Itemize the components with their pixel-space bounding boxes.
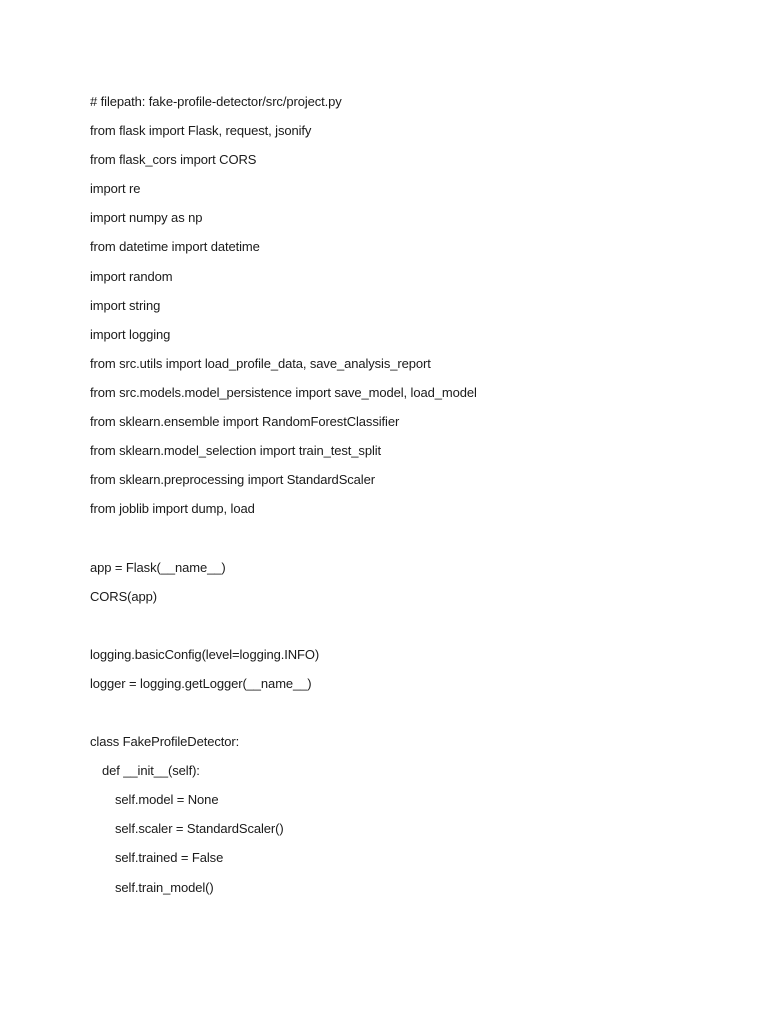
code-line: app = Flask(__name__) — [90, 559, 226, 575]
code-line: self.model = None — [115, 792, 219, 808]
code-line: from src.utils import load_profile_data, save_analysis_report — [90, 355, 431, 371]
blank-line — [90, 703, 730, 732]
code-line: import re — [90, 181, 141, 197]
code-line: CORS(app) — [90, 588, 158, 604]
code-line: import string — [90, 297, 161, 313]
code-line: from src.models.model_persistence import save_model, load_model — [90, 384, 477, 400]
code-line: self.train_model() — [115, 879, 214, 895]
code-line: import numpy as np — [90, 210, 203, 226]
code-line: from joblib import dump, load — [90, 501, 255, 517]
code-line: logger = logging.getLogger(__name__) — [90, 675, 312, 691]
code-line: from sklearn.preprocessing import StandardScaler — [90, 472, 375, 488]
code-line: import logging — [90, 326, 171, 342]
code-line: self.trained = False — [115, 850, 224, 866]
blank-line — [90, 528, 730, 557]
code-line: class FakeProfileDetector: — [90, 734, 240, 750]
code-line: from sklearn.model_selection import train_test_split — [90, 443, 382, 459]
code-line: import random — [90, 268, 173, 284]
code-line: from sklearn.ensemble import RandomForestClassifier — [90, 414, 400, 430]
code-line: logging.basicConfig(level=logging.INFO) — [90, 646, 320, 662]
code-line: from flask_cors import CORS — [90, 152, 257, 168]
code-text-block — [90, 92, 730, 907]
code-line: # filepath: fake-profile-detector/src/project.py — [90, 94, 342, 109]
code-line: def __init__(self): — [102, 763, 200, 779]
code-line: from flask import Flask, request, jsonify — [90, 123, 312, 139]
code-line: self.scaler = StandardScaler() — [115, 821, 284, 837]
blank-line — [90, 616, 730, 645]
code-line: from datetime import datetime — [90, 239, 260, 255]
